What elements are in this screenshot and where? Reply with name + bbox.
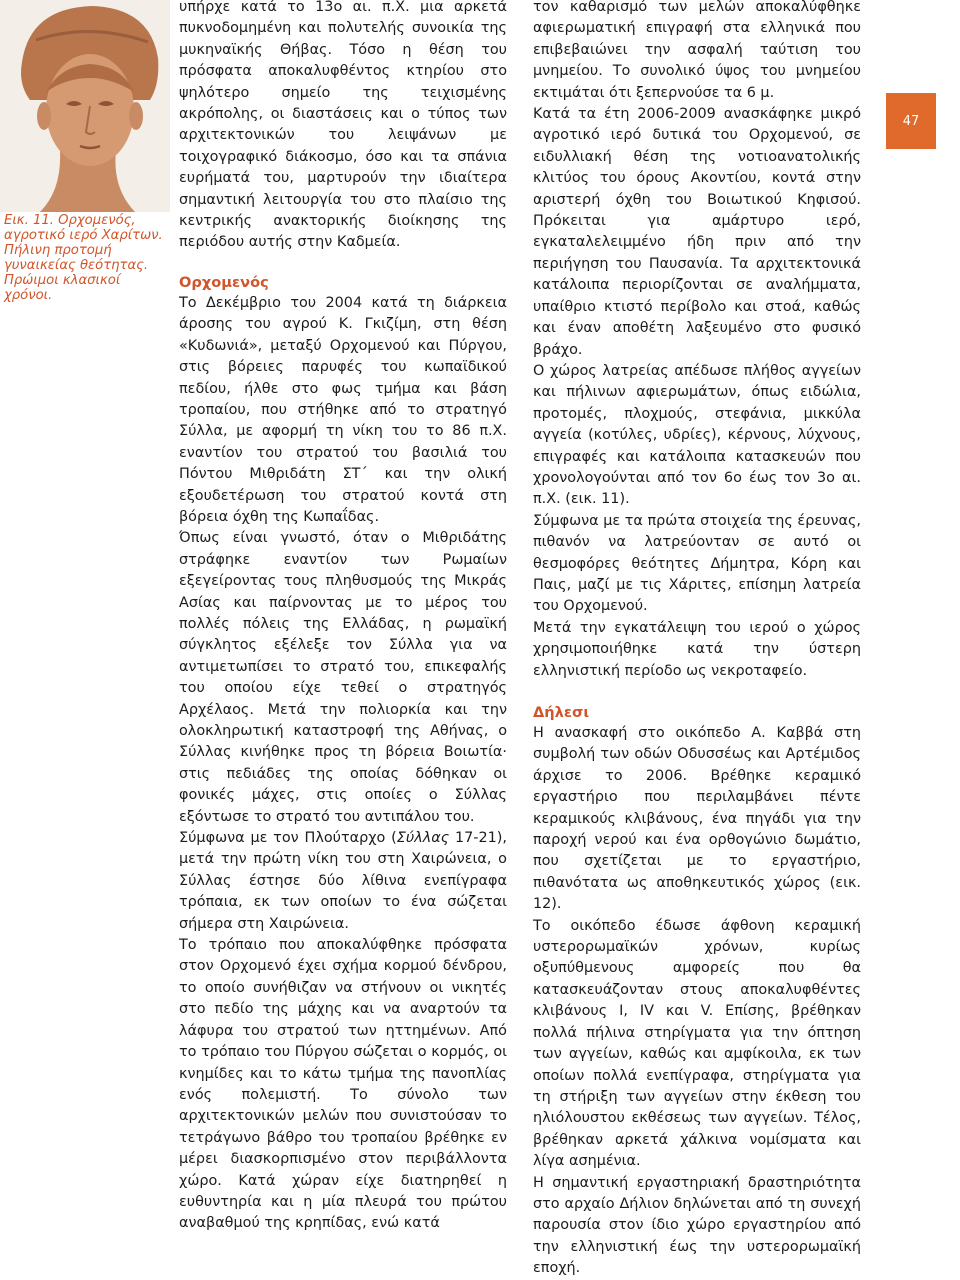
paragraph: Η ανασκαφή στο οικόπεδο Α. Καββά στη συμβολή των οδών Οδυσσέως και Αρτέμιδος άρχισε το 2006. Βρέθηκε κεραμικό εργαστήριο που περιλαμβάνει πέντε κεραμικούς κλιβάνους, ένα πηγάδι για την παροχή νερού και ένα ορθογώνιο δωμάτιο, που σχετίζεται με το εργαστήριο, πιθανότατα ως αποθηκευτικός χώρος (εικ. 12). xyxy=(533,725,861,913)
paragraph: Όπως είναι γνωστό, όταν ο Μιθριδάτης στράφηκε εναντίον των Ρωμαίων εξεγείροντας τους πληθυσμούς της Μικράς Ασίας και παίρνοντας με το μέρος του πολλές πόλεις της Ελλάδας, η ρωμαϊκή σύγκλητος εξέλεξε τον Σύλλα για να αντιμετωπίσει το στρατό του, επικεφαλής του οποίου είχε τεθεί ο στρατηγός Αρχέλαος. Μετά την πολιορκία και την ολοκληρωτική καταστροφή της Αθήνας, ο Σύλλας κινήθηκε προς τη βόρεια Βοιωτία· στις πεδιάδες της οποίας δόθηκαν οι φονικές μάχες, στις οποίες ο Σύλλας εξόντωσε το στρατό του αντιπάλου του. xyxy=(179,530,507,825)
paragraph xyxy=(179,828,507,935)
section-heading-dilesi: Δήλεσι xyxy=(533,704,590,721)
paragraph: Κατά τα έτη 2006-2009 ανασκάφηκε μικρό αγροτικό ιερό δυτικά του Ορχομενού, σε ειδυλλιακή θέση της νοτιοανατολικής κλιτύος του όρους Ακοντίου, κοντά στην αριστερή όχθη του Βοιωτικού Κηφισού. Πρόκειται για αμάρτυρο ιερό, εγκαταλελειμμένο ήδη πριν από την περιήγηση του Παυσανία. Τα αρχιτεκτονικά κατάλοιπα περιορίζονται σε αναλήμματα, υπαίθριο κτιστό περίβολο και στοά, καθώς και έναν αποθέτη λαξευμένο στο φυσικό βράχο. xyxy=(533,106,861,358)
paragraph: Ο χώρος λατρείας απέδωσε πλήθος αγγείων και πήλινων αφιερωμάτων, όπως ειδώλια, προτομές, πλοχμούς, στεφάνια, μικκύλα αγγεία (κοτύλες, υδρίες), κέρνους, λύχνους, επιγραφές και κατάλοιπα κατασκευών που χρονολογούνται από τον 6ο έως τον 3ο αι. π.Χ. (εικ. 11). xyxy=(533,362,861,508)
paragraph: Σύμφωνα με τα πρώτα στοιχεία της έρευνας, πιθανόν να λατρεύονταν σε αυτό οι θεσμοφόρες θεότητες Δήμητρα, Κόρη και Παις, μαζί με τις Χάριτες, επίσημη λατρεία του Ορχομενού. xyxy=(533,512,861,615)
section-heading-orchomenos: Ορχομενός xyxy=(179,273,269,291)
text-column-left xyxy=(179,0,507,1235)
paragraph: Το οικόπεδο έδωσε άφθονη κεραμική υστερορωμαϊκών χρόνων, κυρίως οξυπύθμενους αμφορείς που θα κατασκευάζονταν στους αποκαλυφθέντες κλιβάνους Ι, IV και V. Επίσης, βρέθηκαν πολλά πήλινα στηρίγματα για την όπτηση των αγγείων, καθώς και αμφίκοιλα, εκ των οποίων πολλά ενεπίγραφα, στηρίγματα για τη στήριξη των αγγείων στην έκθεση του ηλιόλουστου εκθέσεως των αγγείων. Τέλος, βρέθηκαν αρκετά χάλκινα νομίσματα και λίγα ασημένια. xyxy=(533,917,861,1170)
terracotta-bust-photo xyxy=(0,0,170,212)
text-run: Σύμφωνα με τον Πλούταρχο ( xyxy=(179,830,397,847)
paragraph: Μετά την εγκατάλειψη του ιερού ο χώρος χρησιμοποιήθηκε κατά την ύστερη ελληνιστική περίοδο ως νεκροταφείο. xyxy=(533,619,861,679)
paragraph: τον καθαρισμό των μελών αποκαλύφθηκε αφιερωματική επιγραφή στα ελληνικά που επιβεβαιώνει την ασφαλή ταύτιση του μνημείου. Το συνολικό ύψος του μνημείου εκτιμάται ότι ξεπερνούσε τα 6 μ. xyxy=(533,0,861,101)
figure-caption: Εικ. 11. Ορχομενός, αγροτικό ιερό Χαρίτων. Πήλινη προτομή γυναικείας θεότητας. Πρώιμοι κλασικοί χρόνοι. xyxy=(4,213,163,303)
italic-reference: Σύλλας xyxy=(396,830,450,847)
paragraph: υπήρχε κατά το 13ο αι. π.Χ. μια αρκετά πυκνοδομημένη και πολυτελής συνοικία της μυκηναϊκής Θήβας. Τόσο η θέση του πρόσφατα αποκαλυφθέντος κτηρίου στο ψηλότερο σημείο της τειχισμένης ακρόπολης, οι διαστάσεις και ο τύπος των αρχιτεκτονικών του λειψάνων με τοιχογραφικό διάκοσμο, όσο και τα σπάνια ευρήματά του, μαρτυρούν την ιδιαίτερα σημαντική λειτουργία του στο πλαίσιο της κεντρικής ανακτορικής διοίκησης της περιόδου αυτής στην Καδμεία. xyxy=(179,0,507,251)
paragraph: Η σημαντική εργαστηριακή δραστηριότητα στο αρχαίο Δήλιον δηλώνεται από τη συνεχή παρουσία στον ίδιο χώρο εργαστηρίου από την ελληνιστική έως την υστερορωμαϊκή εποχή. xyxy=(533,1174,861,1277)
paragraph: Το τρόπαιο που αποκαλύφθηκε πρόσφατα στον Ορχομενό έχει σχήμα κορμού δένδρου, το οποίο συνήθιζαν να στήνουν οι νικητές στο πεδίο της μάχης και να αναρτούν τα λάφυρα του στρατού των ηττημένων. Από το τρόπαιο του Πύργου σώζεται ο κορμός, οι κνημίδες και το κάτω τμήμα της πανοπλίας ενός πολεμιστή. Το σύνολο των αρχιτεκτονικών μελών που συνιστούσαν το τετράγωνο βάθρο του τροπαίου βρέθηκε εν μέρει διασκορπισμένο στον περιβάλλοντα χώρο. Κατά χώραν είχε διατηρηθεί η ευθυντηρία και η μία πλευρά του πρώτου αναβαθμού της κρηπίδας, ενώ κατά xyxy=(179,937,507,1232)
bust-illustration xyxy=(0,0,170,212)
paragraph: Το Δεκέμβριο του 2004 κατά τη διάρκεια άροσης του αγρού Κ. Γκιζίμη, στη θέση «Κυδωνιά», μεταξύ Ορχομενού και Πύργου, στις βόρειες παρυφές του κωπαϊδικού πεδίου, ήλθε στο φως τμήμα και βάση τροπαίου, που στήθηκε από το στρατηγό Σύλλα, με αφορμή τη νίκη του το 86 π.Χ. εναντίον του στρατού του βασιλιά του Πόντου Μιθριδάτη ΣΤ΄ και την ολική εξουδετέρωση του στρατού κοντά στη βόρεια όχθη της Κωπαΐδας. xyxy=(179,294,507,525)
page-number-tab xyxy=(886,93,936,149)
page-number: 47 xyxy=(902,113,920,129)
text-column-right xyxy=(533,0,861,1280)
text-run: 17-21), μετά την πρώτη νίκη του στη Χαιρώνεια, ο Σύλλας έστησε δύο λίθινα ενεπίγραφα τρόπαια, εκ των οποίων το ένα σώζεται σήμερα στη Χαιρώνεια. xyxy=(179,830,507,932)
